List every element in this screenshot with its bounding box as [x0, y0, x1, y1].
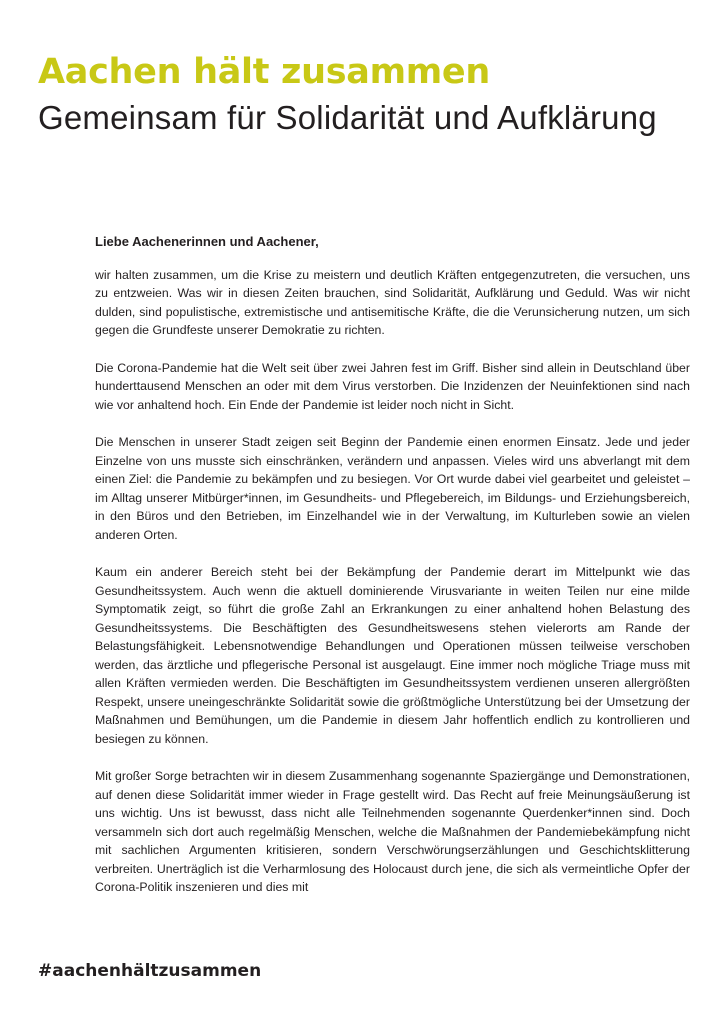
letter-paragraph-4: Kaum ein anderer Bereich steht bei der Bekämpfung der Pandemie derart im Mittelpunkt wie das Gesundheitssystem. Auch wenn die aktuell dominierende Virusvariante in weiten Teilen nur eine milde Symptomatik zeigt, so führt die große Zahl an Erkrankungen zu einer anhaltend hohen Belastung des Gesundheitssystems. Die Beschäftigten des Gesundheitswesens stehen vielerorts am Rande der Belastungsfähigkeit. Lebensnotwendige Behandlungen und Operationen müssen teilweise verschoben werden, das ärztliche und pflegerische Personal ist ausgelaugt. Eine immer noch mögliche Triage muss mit allen Kräften vermieden werden. Die Beschäftigten im Gesundheitssystem verdienen unseren allergrößten Respekt, unsere uneingeschränkte Solidarität sowie die größtmögliche Unterstützung bei der Umsetzung der Maßnahmen und Bemühungen, um die Pandemie in diesem Jahr hoffentlich endlich zu kontrollieren und besiegen zu können. — [95, 565, 690, 746]
letter-salutation: Liebe Aachenerinnen und Aachener, — [95, 234, 319, 249]
letter-paragraph-5: Mit großer Sorge betrachten wir in diesem Zusammenhang sogenannte Spaziergänge und Demonstrationen, auf denen diese Solidarität immer wieder in Frage gestellt wird. Das Recht auf freie Meinungsäußerung ist uns wichtig. Uns ist bewusst, dass nicht alle Teilnehmenden sogenannte Querdenker*innen sind. Doch versammeln sich dort auch regelmäßig Menschen, welche die Maßnahmen der Pandemiebekämpfung nicht mit sachlichen Argumenten kritisieren, sondern Verschwörungserzählungen und Geschichtsklitterung verbreiten. Unerträglich ist die Verharmlosung des Holocaust durch jene, die sich als vermeintliche Opfer der Corona-Politik inszenieren und dies mit — [95, 769, 690, 894]
page-subtitle: Gemeinsam für Solidarität und Aufklärung — [38, 99, 657, 136]
page-title: Aachen hält zusammen — [38, 52, 490, 92]
letter-paragraph-2: Die Corona-Pandemie hat die Welt seit über zwei Jahren fest im Griff. Bisher sind allein in Deutschland über hunderttausend Menschen an oder mit dem Virus verstorben. Die Inzidenzen der Neuinfektionen sind nach wie vor anhaltend hoch. Ein Ende der Pandemie ist leider noch nicht in Sicht. — [95, 360, 690, 412]
letter-paragraph-3: Die Menschen in unserer Stadt zeigen seit Beginn der Pandemie einen enormen Einsatz. Jede und jeder Einzelne von uns musste sich einschränken, verändern und anpassen. Vieles wird uns abverlangt mit dem einen Ziel: die Pandemie zu bekämpfen und zu besiegen. Vor Ort wurde dabei viel gearbeitet und geleistet – im Alltag unserer Mitbürger*innen, im Gesundheits- und Pflegebereich, im Bildungs- und Erziehungsbereich, in den Büros und den Betrieben, im Einzelhandel wie in der Verwaltung, im Kulturleben sowie an vielen anderen Orten. — [95, 435, 690, 542]
letter-body — [95, 233, 690, 897]
letter-paragraph-1: wir halten zusammen, um die Krise zu meistern und deutlich Kräften entgegenzutreten, die versuchen, uns zu entzweien. Was wir in diesen Zeiten brauchen, sind Solidarität, Aufklärung und Geduld. Was wir nicht dulden, sind populistische, extremistische und antisemitische Kräfte, die die Verunsicherung nutzen, um sich gegen die Grundfeste unserer Demokratie zu richten. — [95, 267, 690, 337]
footer-hashtag: #aachenhältzusammen — [38, 961, 262, 981]
